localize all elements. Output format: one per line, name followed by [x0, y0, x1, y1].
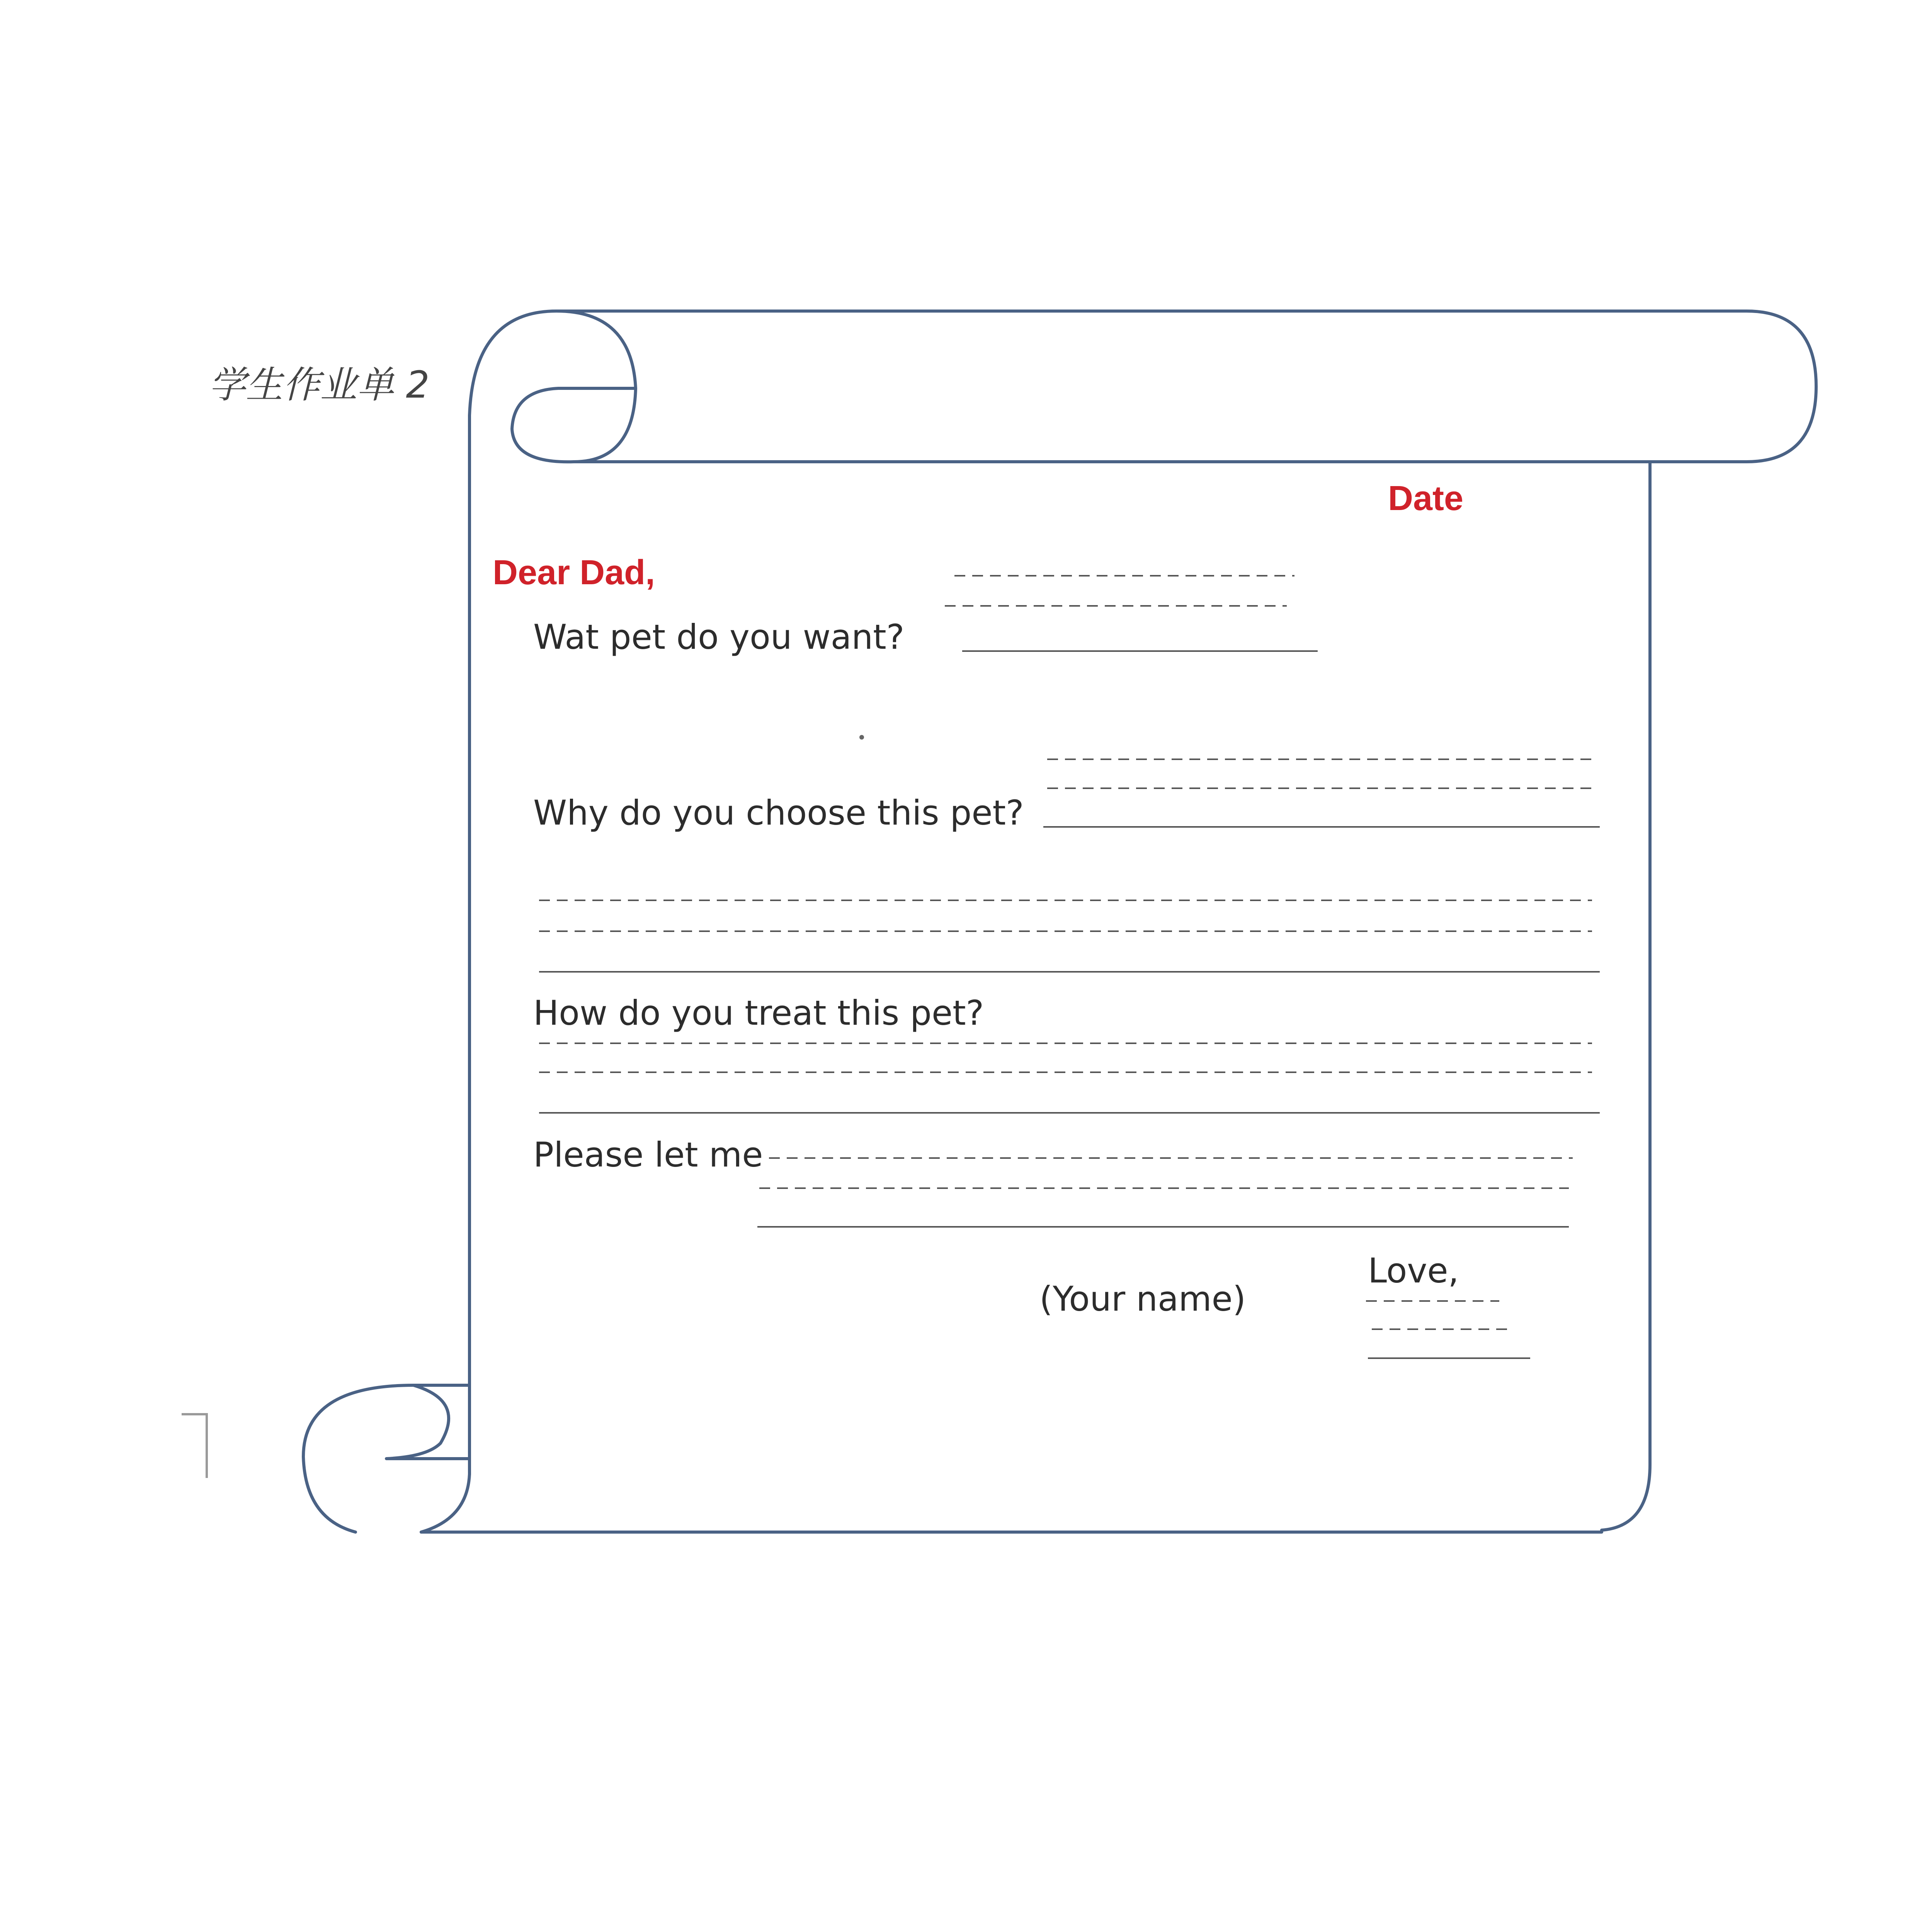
question-how-treat: How do you treat this pet? — [533, 993, 984, 1033]
closing-love: Love, — [1368, 1251, 1459, 1291]
worksheet-label: 学生作业单 2 — [209, 363, 430, 406]
signature-hint: (Your name) — [1039, 1279, 1246, 1319]
margin-mark — [182, 1414, 207, 1478]
greeting: Dear Dad, — [493, 553, 655, 592]
question-pet-want: Wat pet do you want? — [533, 617, 905, 657]
scroll-top-curl — [469, 311, 636, 462]
scroll-bottom-inner-curl — [386, 1385, 469, 1459]
scroll-top-inner-curl — [512, 388, 636, 462]
scroll-bottom-tail — [421, 1474, 469, 1532]
stray-dot — [859, 735, 864, 740]
scroll-top-roll — [556, 311, 1816, 462]
prompt-please-let-me: Please let me — [533, 1135, 763, 1175]
date-label: Date — [1388, 479, 1464, 518]
question-why-choose: Why do you choose this pet? — [533, 793, 1024, 833]
scroll-right-edge — [1602, 462, 1650, 1530]
